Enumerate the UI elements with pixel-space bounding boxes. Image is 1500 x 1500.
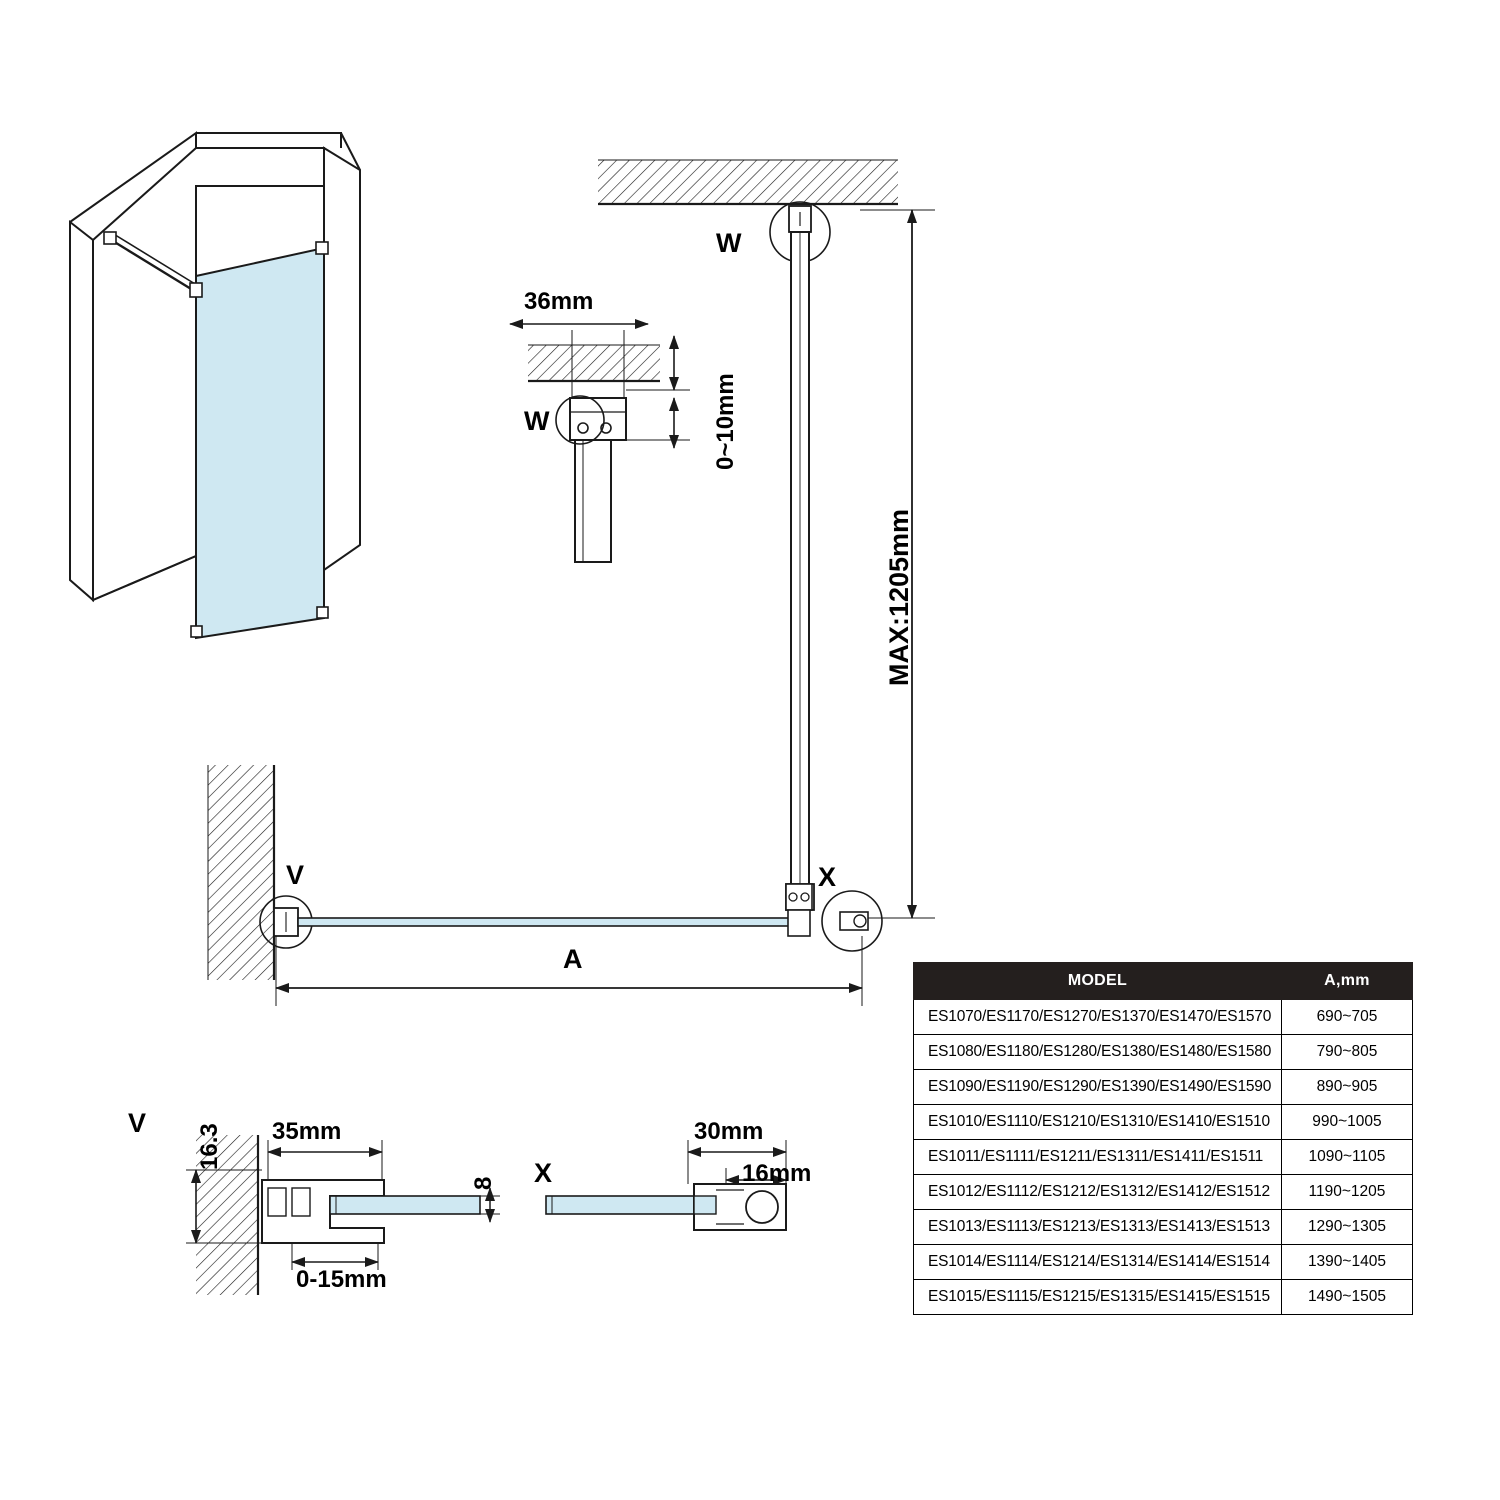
label-30mm: 30mm	[694, 1118, 764, 1145]
model-spec-table	[913, 962, 1413, 1315]
label-x-plan: X	[818, 862, 837, 892]
table-header-a: A,mm	[1281, 963, 1412, 1000]
table-row	[914, 1210, 1413, 1245]
label-glass-thickness: 8	[470, 1176, 497, 1190]
detail-w	[510, 324, 690, 562]
cell-model: ES1013/ES1113/ES1213/ES1313/ES1413/ES1513	[914, 1210, 1282, 1245]
cell-a: 1190~1205	[1281, 1175, 1412, 1210]
label-16-3: 16.3	[196, 1123, 223, 1170]
perspective-view	[70, 133, 360, 638]
label-16mm: 16mm	[742, 1160, 812, 1187]
plan-view	[208, 765, 882, 1006]
cell-model: ES1090/ES1190/ES1290/ES1390/ES1490/ES1590	[914, 1070, 1282, 1105]
label-max-height: MAX:1205mm	[884, 508, 914, 686]
cell-model: ES1012/ES1112/ES1212/ES1312/ES1412/ES1512	[914, 1175, 1282, 1210]
label-0-10mm: 0~10mm	[712, 373, 739, 470]
cell-a: 690~705	[1281, 1000, 1412, 1035]
label-w-detail: W	[524, 406, 550, 436]
table-row	[914, 1280, 1413, 1315]
table-header-model: MODEL	[914, 963, 1282, 1000]
table-row	[914, 1070, 1413, 1105]
table-row	[914, 1175, 1413, 1210]
label-v-detail: V	[128, 1108, 147, 1138]
table-row	[914, 1035, 1413, 1070]
cell-model: ES1011/ES1111/ES1211/ES1311/ES1411/ES1511	[914, 1140, 1282, 1175]
table-row	[914, 1245, 1413, 1280]
table-row	[914, 1140, 1413, 1175]
cell-a: 1490~1505	[1281, 1280, 1412, 1315]
cell-a: 1290~1305	[1281, 1210, 1412, 1245]
cell-a: 990~1005	[1281, 1105, 1412, 1140]
cell-model: ES1080/ES1180/ES1280/ES1380/ES1480/ES1580	[914, 1035, 1282, 1070]
table-header-row	[914, 963, 1413, 1000]
cell-a: 790~805	[1281, 1035, 1412, 1070]
label-w-elevation: W	[716, 228, 742, 258]
label-x-detail: X	[534, 1158, 553, 1188]
label-0-15mm: 0-15mm	[296, 1266, 387, 1293]
label-v-plan: V	[286, 860, 305, 890]
cell-model: ES1010/ES1110/ES1210/ES1310/ES1410/ES1510	[914, 1105, 1282, 1140]
cell-model: ES1070/ES1170/ES1270/ES1370/ES1470/ES1570	[914, 1000, 1282, 1035]
label-a-dimension: A	[563, 944, 583, 974]
table-row	[914, 1105, 1413, 1140]
cell-a: 890~905	[1281, 1070, 1412, 1105]
cell-a: 1390~1405	[1281, 1245, 1412, 1280]
cell-model: ES1015/ES1115/ES1215/ES1315/ES1415/ES1515	[914, 1280, 1282, 1315]
table-row	[914, 1000, 1413, 1035]
cell-model: ES1014/ES1114/ES1214/ES1314/ES1414/ES1514	[914, 1245, 1282, 1280]
cell-a: 1090~1105	[1281, 1140, 1412, 1175]
label-35mm: 35mm	[272, 1118, 342, 1145]
label-36mm: 36mm	[524, 288, 594, 315]
